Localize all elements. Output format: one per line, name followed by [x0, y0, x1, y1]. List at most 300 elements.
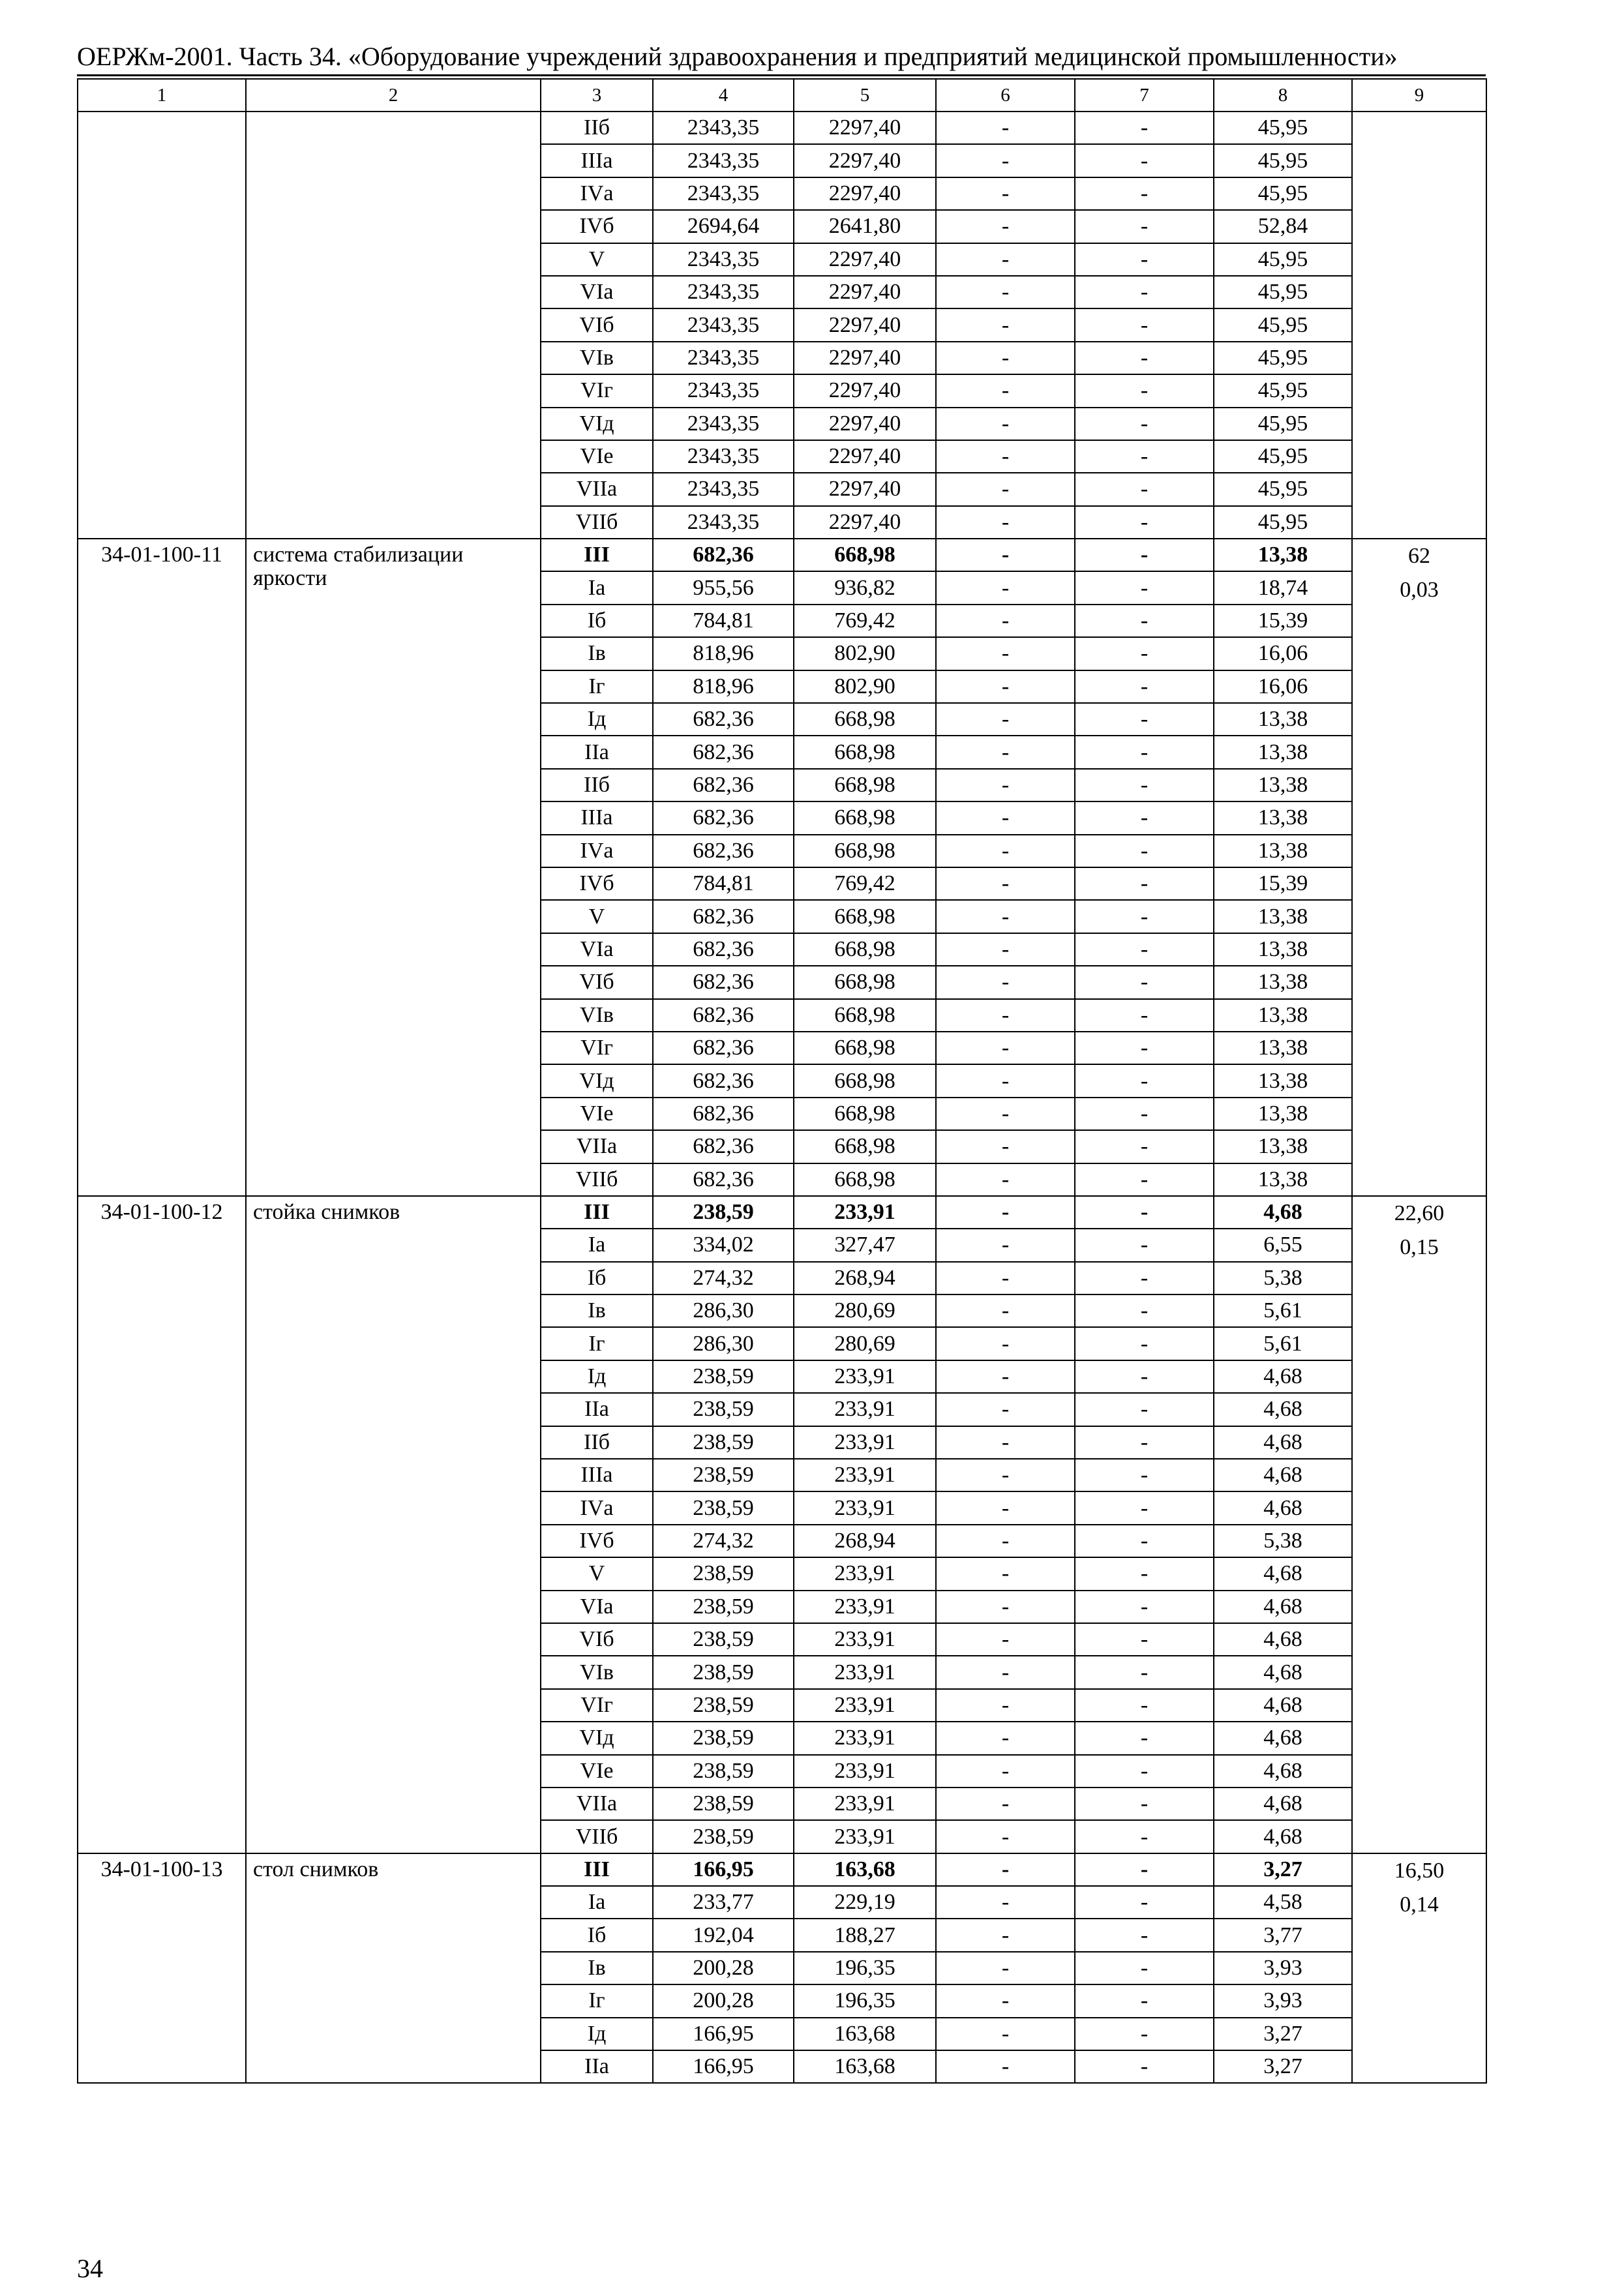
labor-cost: 280,69 — [794, 1327, 936, 1360]
region-index: Iг — [541, 1327, 653, 1360]
labor-cost: 233,91 — [794, 1656, 936, 1688]
region-index: Iд — [541, 1360, 653, 1393]
machine-cost: - — [936, 1491, 1075, 1524]
machinist-wage: - — [1075, 2050, 1214, 2083]
labor-cost: 2297,40 — [794, 506, 936, 539]
region-index: IIб — [541, 112, 653, 144]
materials-cost: 13,38 — [1214, 736, 1352, 768]
materials-cost: 5,38 — [1214, 1262, 1352, 1294]
total-cost: 2343,35 — [653, 276, 794, 308]
total-cost: 2343,35 — [653, 473, 794, 505]
materials-cost: 15,39 — [1214, 867, 1352, 900]
weight-cell — [1352, 539, 1486, 1196]
total-cost: 238,59 — [653, 1426, 794, 1459]
labor-cost: 196,35 — [794, 1984, 936, 2017]
machinist-wage: - — [1075, 999, 1214, 1032]
materials-cost: 45,95 — [1214, 276, 1352, 308]
weight-value: 62 — [1408, 544, 1430, 569]
materials-cost: 45,95 — [1214, 506, 1352, 539]
machine-cost: - — [936, 276, 1075, 308]
region-index: VIе — [541, 440, 653, 473]
total-cost: 2343,35 — [653, 308, 794, 341]
materials-cost: 4,68 — [1214, 1656, 1352, 1688]
machinist-wage: - — [1075, 308, 1214, 341]
machinist-wage: - — [1075, 1984, 1214, 2017]
materials-cost: 13,38 — [1214, 999, 1352, 1032]
materials-cost: 45,95 — [1214, 177, 1352, 210]
machine-cost: - — [936, 1426, 1075, 1459]
materials-cost: 13,38 — [1214, 1163, 1352, 1196]
total-cost: 818,96 — [653, 637, 794, 670]
machine-cost: - — [936, 1032, 1075, 1064]
total-cost: 682,36 — [653, 999, 794, 1032]
item-name: стойка снимков — [246, 1196, 541, 1853]
machine-cost: - — [936, 1196, 1075, 1229]
materials-cost: 4,58 — [1214, 1886, 1352, 1919]
machinist-wage: - — [1075, 1557, 1214, 1590]
machinist-wage: - — [1075, 1591, 1214, 1623]
total-cost: 233,77 — [653, 1886, 794, 1919]
labor-cost: 163,68 — [794, 2018, 936, 2050]
machine-cost: - — [936, 1656, 1075, 1688]
materials-cost: 3,27 — [1214, 2050, 1352, 2083]
region-index: IVа — [541, 1491, 653, 1524]
total-cost: 682,36 — [653, 1130, 794, 1163]
total-cost: 955,56 — [653, 571, 794, 604]
materials-cost: 13,38 — [1214, 835, 1352, 867]
machinist-wage: - — [1075, 342, 1214, 374]
machine-cost: - — [936, 1722, 1075, 1754]
labor-cost: 2297,40 — [794, 374, 936, 407]
labor-cost: 2297,40 — [794, 342, 936, 374]
machinist-wage: - — [1075, 571, 1214, 604]
machine-cost: - — [936, 440, 1075, 473]
region-index: VIIа — [541, 473, 653, 505]
machine-cost: - — [936, 539, 1075, 571]
region-index: VIд — [541, 1722, 653, 1754]
machinist-wage: - — [1075, 1130, 1214, 1163]
materials-cost: 4,68 — [1214, 1623, 1352, 1656]
table-row — [78, 1196, 1486, 1229]
total-cost: 2343,35 — [653, 243, 794, 276]
materials-cost: 13,38 — [1214, 1130, 1352, 1163]
region-index: VIIа — [541, 1130, 653, 1163]
machinist-wage: - — [1075, 1952, 1214, 1984]
total-cost: 238,59 — [653, 1788, 794, 1820]
region-index: VIд — [541, 1064, 653, 1097]
table-row — [78, 1853, 1486, 1886]
materials-cost: 4,68 — [1214, 1820, 1352, 1853]
machine-cost: - — [936, 999, 1075, 1032]
total-cost: 238,59 — [653, 1591, 794, 1623]
machinist-wage: - — [1075, 1853, 1214, 1886]
labor-cost: 268,94 — [794, 1525, 936, 1557]
machinist-wage: - — [1075, 1755, 1214, 1788]
total-cost: 2694,64 — [653, 210, 794, 243]
materials-cost: 45,95 — [1214, 112, 1352, 144]
materials-cost: 5,61 — [1214, 1327, 1352, 1360]
machine-cost: - — [936, 900, 1075, 933]
machinist-wage: - — [1075, 736, 1214, 768]
machine-cost: - — [936, 933, 1075, 966]
labor-cost: 163,68 — [794, 1853, 936, 1886]
total-cost: 2343,35 — [653, 374, 794, 407]
machine-cost: - — [936, 1557, 1075, 1590]
labor-cost: 233,91 — [794, 1393, 936, 1426]
total-cost: 238,59 — [653, 1557, 794, 1590]
region-index: IIIа — [541, 1459, 653, 1491]
weight-value — [1355, 146, 1483, 180]
item-name: система стабилизации яркости — [246, 539, 541, 1196]
machine-cost: - — [936, 1098, 1075, 1130]
machinist-wage: - — [1075, 1294, 1214, 1327]
machinist-wage: - — [1075, 210, 1214, 243]
region-index: Iб — [541, 1262, 653, 1294]
labor-cost: 233,91 — [794, 1788, 936, 1820]
machine-cost: - — [936, 966, 1075, 998]
region-index: Iа — [541, 571, 653, 604]
machinist-wage: - — [1075, 1886, 1214, 1919]
labor-cost: 668,98 — [794, 1098, 936, 1130]
materials-cost: 13,38 — [1214, 769, 1352, 801]
table-row — [78, 112, 1486, 144]
machine-cost: - — [936, 1459, 1075, 1491]
region-index: VIIб — [541, 1163, 653, 1196]
materials-cost: 13,38 — [1214, 966, 1352, 998]
machinist-wage: - — [1075, 769, 1214, 801]
total-cost: 274,32 — [653, 1262, 794, 1294]
machine-cost: - — [936, 243, 1075, 276]
materials-cost: 45,95 — [1214, 308, 1352, 341]
materials-cost: 3,77 — [1214, 1919, 1352, 1951]
total-cost: 682,36 — [653, 539, 794, 571]
labor-cost: 668,98 — [794, 801, 936, 834]
materials-cost: 4,68 — [1214, 1689, 1352, 1722]
total-cost: 238,59 — [653, 1689, 794, 1722]
machine-cost: - — [936, 1591, 1075, 1623]
machinist-wage: - — [1075, 1327, 1214, 1360]
machinist-wage: - — [1075, 1919, 1214, 1951]
materials-cost: 4,68 — [1214, 1722, 1352, 1754]
machinist-wage: - — [1075, 177, 1214, 210]
total-cost: 682,36 — [653, 1032, 794, 1064]
total-cost: 238,59 — [653, 1755, 794, 1788]
labor-cost: 668,98 — [794, 1163, 936, 1196]
total-cost: 818,96 — [653, 670, 794, 703]
machine-cost: - — [936, 867, 1075, 900]
machine-cost: - — [936, 1262, 1075, 1294]
materials-cost: 13,38 — [1214, 703, 1352, 736]
machinist-wage: - — [1075, 243, 1214, 276]
region-index: Iа — [541, 1229, 653, 1261]
labor-cost: 668,98 — [794, 769, 936, 801]
region-index: Iг — [541, 670, 653, 703]
labor-cost: 802,90 — [794, 670, 936, 703]
item-code — [78, 112, 246, 539]
machine-cost: - — [936, 1952, 1075, 1984]
machinist-wage: - — [1075, 1262, 1214, 1294]
total-cost: 2343,35 — [653, 408, 794, 440]
labor-cost: 233,91 — [794, 1360, 936, 1393]
total-cost: 2343,35 — [653, 177, 794, 210]
labor-cost: 668,98 — [794, 1032, 936, 1064]
labor-cost: 233,91 — [794, 1591, 936, 1623]
materials-cost: 16,06 — [1214, 637, 1352, 670]
machine-cost: - — [936, 1525, 1075, 1557]
total-cost: 238,59 — [653, 1623, 794, 1656]
region-index: Iд — [541, 703, 653, 736]
total-cost: 682,36 — [653, 933, 794, 966]
region-index: VIг — [541, 1032, 653, 1064]
machinist-wage: - — [1075, 144, 1214, 177]
total-cost: 2343,35 — [653, 506, 794, 539]
labor-cost: 233,91 — [794, 1755, 936, 1788]
total-cost: 682,36 — [653, 769, 794, 801]
machinist-wage: - — [1075, 1360, 1214, 1393]
machine-cost: - — [936, 2018, 1075, 2050]
column-number: 8 — [1214, 79, 1352, 112]
labor-cost: 2297,40 — [794, 473, 936, 505]
labor-cost: 2297,40 — [794, 243, 936, 276]
region-index: IVа — [541, 177, 653, 210]
region-index: VIб — [541, 1623, 653, 1656]
machinist-wage: - — [1075, 1525, 1214, 1557]
labor-cost: 668,98 — [794, 539, 936, 571]
region-index: V — [541, 243, 653, 276]
machine-cost: - — [936, 1820, 1075, 1853]
labor-cost: 268,94 — [794, 1262, 936, 1294]
machine-cost: - — [936, 1163, 1075, 1196]
total-cost: 334,02 — [653, 1229, 794, 1261]
labor-cost: 233,91 — [794, 1557, 936, 1590]
total-cost: 166,95 — [653, 2050, 794, 2083]
materials-cost: 5,38 — [1214, 1525, 1352, 1557]
machinist-wage: - — [1075, 539, 1214, 571]
materials-cost: 4,68 — [1214, 1360, 1352, 1393]
column-number: 7 — [1075, 79, 1214, 112]
region-index: IIб — [541, 1426, 653, 1459]
labor-cost: 280,69 — [794, 1294, 936, 1327]
labor-cost: 233,91 — [794, 1491, 936, 1524]
materials-cost: 45,95 — [1214, 440, 1352, 473]
labor-cost: 2297,40 — [794, 308, 936, 341]
weight-value: 0,03 — [1400, 578, 1439, 603]
column-number: 1 — [78, 79, 246, 112]
machine-cost: - — [936, 506, 1075, 539]
table-row — [78, 539, 1486, 571]
region-index: IIа — [541, 2050, 653, 2083]
materials-cost: 45,95 — [1214, 144, 1352, 177]
materials-cost: 13,38 — [1214, 539, 1352, 571]
labor-cost: 233,91 — [794, 1820, 936, 1853]
machinist-wage: - — [1075, 506, 1214, 539]
machinist-wage: - — [1075, 374, 1214, 407]
materials-cost: 45,95 — [1214, 342, 1352, 374]
machinist-wage: - — [1075, 801, 1214, 834]
region-index: Iг — [541, 1984, 653, 2017]
machinist-wage: - — [1075, 408, 1214, 440]
materials-cost: 6,55 — [1214, 1229, 1352, 1261]
total-cost: 192,04 — [653, 1919, 794, 1951]
total-cost: 2343,35 — [653, 440, 794, 473]
machinist-wage: - — [1075, 605, 1214, 637]
machinist-wage: - — [1075, 1064, 1214, 1097]
machine-cost: - — [936, 801, 1075, 834]
machine-cost: - — [936, 1788, 1075, 1820]
machinist-wage: - — [1075, 1689, 1214, 1722]
region-index: IIа — [541, 1393, 653, 1426]
total-cost: 238,59 — [653, 1393, 794, 1426]
weight-cell — [1352, 1196, 1486, 1853]
machine-cost: - — [936, 1327, 1075, 1360]
column-number: 6 — [936, 79, 1075, 112]
labor-cost: 668,98 — [794, 736, 936, 768]
machinist-wage: - — [1075, 1459, 1214, 1491]
total-cost: 200,28 — [653, 1952, 794, 1984]
machine-cost: - — [936, 703, 1075, 736]
column-number: 4 — [653, 79, 794, 112]
region-index: VIе — [541, 1755, 653, 1788]
region-index: IVа — [541, 835, 653, 867]
labor-cost: 233,91 — [794, 1196, 936, 1229]
column-number: 2 — [246, 79, 541, 112]
machinist-wage: - — [1075, 703, 1214, 736]
machine-cost: - — [936, 1623, 1075, 1656]
region-index: IVб — [541, 867, 653, 900]
machinist-wage: - — [1075, 1722, 1214, 1754]
total-cost: 2343,35 — [653, 144, 794, 177]
total-cost: 682,36 — [653, 703, 794, 736]
materials-cost: 45,95 — [1214, 473, 1352, 505]
total-cost: 682,36 — [653, 900, 794, 933]
materials-cost: 4,68 — [1214, 1557, 1352, 1590]
weight-cell — [1352, 1853, 1486, 2084]
machinist-wage: - — [1075, 440, 1214, 473]
region-index: VIIа — [541, 1788, 653, 1820]
total-cost: 784,81 — [653, 605, 794, 637]
labor-cost: 233,91 — [794, 1623, 936, 1656]
machine-cost: - — [936, 1229, 1075, 1261]
materials-cost: 13,38 — [1214, 1064, 1352, 1097]
total-cost: 238,59 — [653, 1656, 794, 1688]
materials-cost: 13,38 — [1214, 900, 1352, 933]
region-index: Iв — [541, 637, 653, 670]
labor-cost: 188,27 — [794, 1919, 936, 1951]
region-index: IIа — [541, 736, 653, 768]
machinist-wage: - — [1075, 900, 1214, 933]
region-index: VIг — [541, 374, 653, 407]
materials-cost: 4,68 — [1214, 1459, 1352, 1491]
materials-cost: 15,39 — [1214, 605, 1352, 637]
labor-cost: 229,19 — [794, 1886, 936, 1919]
machine-cost: - — [936, 1064, 1075, 1097]
region-index: IVб — [541, 210, 653, 243]
total-cost: 682,36 — [653, 1064, 794, 1097]
labor-cost: 802,90 — [794, 637, 936, 670]
machinist-wage: - — [1075, 637, 1214, 670]
machine-cost: - — [936, 177, 1075, 210]
machine-cost: - — [936, 1689, 1075, 1722]
labor-cost: 668,98 — [794, 703, 936, 736]
machinist-wage: - — [1075, 2018, 1214, 2050]
materials-cost: 13,38 — [1214, 801, 1352, 834]
column-number: 3 — [541, 79, 653, 112]
machine-cost: - — [936, 670, 1075, 703]
machine-cost: - — [936, 2050, 1075, 2083]
machinist-wage: - — [1075, 1098, 1214, 1130]
machine-cost: - — [936, 1360, 1075, 1393]
machinist-wage: - — [1075, 1491, 1214, 1524]
labor-cost: 668,98 — [794, 835, 936, 867]
region-index: VIб — [541, 966, 653, 998]
materials-cost: 4,68 — [1214, 1196, 1352, 1229]
total-cost: 238,59 — [653, 1820, 794, 1853]
total-cost: 286,30 — [653, 1294, 794, 1327]
region-index: VIв — [541, 342, 653, 374]
machine-cost: - — [936, 1919, 1075, 1951]
machinist-wage: - — [1075, 670, 1214, 703]
machinist-wage: - — [1075, 1820, 1214, 1853]
total-cost: 784,81 — [653, 867, 794, 900]
labor-cost: 233,91 — [794, 1426, 936, 1459]
materials-cost: 45,95 — [1214, 243, 1352, 276]
labor-cost: 2297,40 — [794, 112, 936, 144]
labor-cost: 233,91 — [794, 1722, 936, 1754]
machinist-wage: - — [1075, 1196, 1214, 1229]
machinist-wage: - — [1075, 1426, 1214, 1459]
machine-cost: - — [936, 736, 1075, 768]
labor-cost: 233,91 — [794, 1689, 936, 1722]
machinist-wage: - — [1075, 1656, 1214, 1688]
total-cost: 166,95 — [653, 1853, 794, 1886]
machinist-wage: - — [1075, 933, 1214, 966]
machinist-wage: - — [1075, 835, 1214, 867]
machine-cost: - — [936, 1984, 1075, 2017]
labor-cost: 769,42 — [794, 867, 936, 900]
machinist-wage: - — [1075, 1032, 1214, 1064]
labor-cost: 936,82 — [794, 571, 936, 604]
machinist-wage: - — [1075, 473, 1214, 505]
machinist-wage: - — [1075, 1623, 1214, 1656]
machine-cost: - — [936, 1130, 1075, 1163]
region-index: Iа — [541, 1886, 653, 1919]
labor-cost: 2297,40 — [794, 408, 936, 440]
machinist-wage: - — [1075, 966, 1214, 998]
machine-cost: - — [936, 112, 1075, 144]
labor-cost: 769,42 — [794, 605, 936, 637]
labor-cost: 668,98 — [794, 966, 936, 998]
machine-cost: - — [936, 1294, 1075, 1327]
materials-cost: 4,68 — [1214, 1591, 1352, 1623]
materials-cost: 4,68 — [1214, 1491, 1352, 1524]
page-number: 34 — [77, 2254, 103, 2283]
region-index: IIб — [541, 769, 653, 801]
region-index: Iв — [541, 1952, 653, 1984]
region-index: Iд — [541, 2018, 653, 2050]
materials-cost: 4,68 — [1214, 1755, 1352, 1788]
region-index: VIIб — [541, 1820, 653, 1853]
labor-cost: 668,98 — [794, 1064, 936, 1097]
materials-cost: 3,27 — [1214, 2018, 1352, 2050]
column-number: 9 — [1352, 79, 1486, 112]
labor-cost: 233,91 — [794, 1459, 936, 1491]
region-index: VIа — [541, 933, 653, 966]
weight-cell — [1352, 112, 1486, 539]
total-cost: 238,59 — [653, 1196, 794, 1229]
materials-cost: 18,74 — [1214, 571, 1352, 604]
machinist-wage: - — [1075, 276, 1214, 308]
machine-cost: - — [936, 210, 1075, 243]
